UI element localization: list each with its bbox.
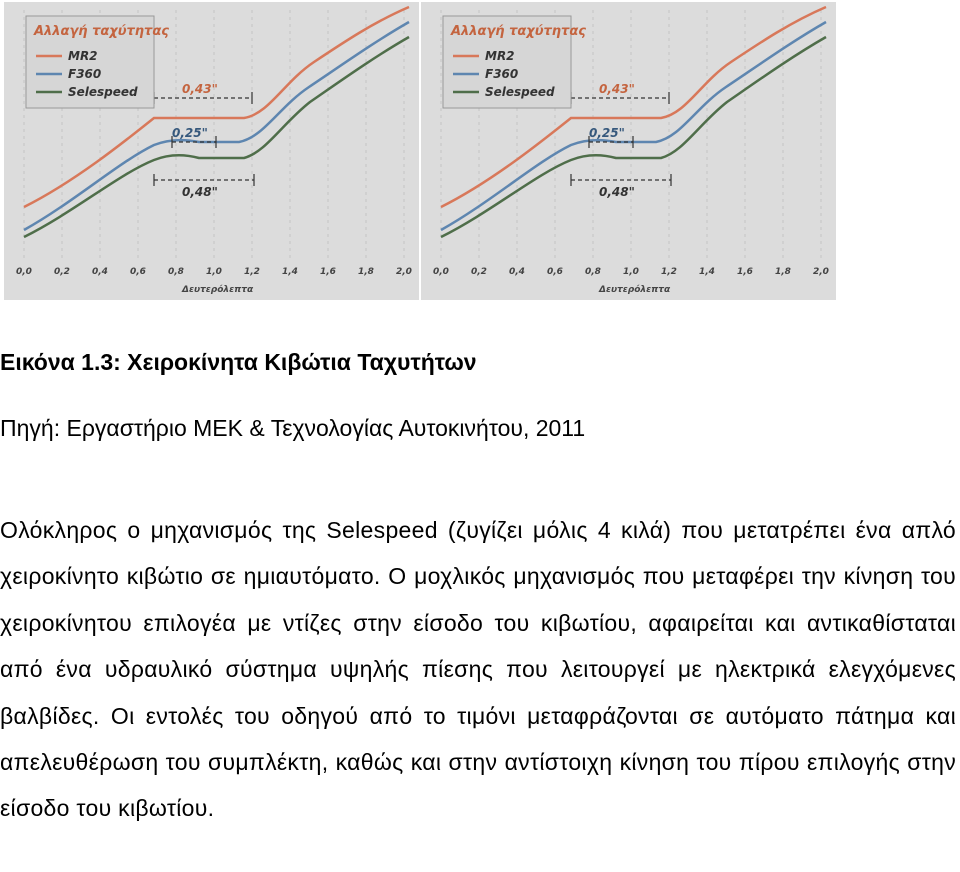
- x-tick-label: 2,0: [396, 267, 412, 277]
- body-paragraph: Ολόκληρος ο μηχανισμός της Selespeed (ζυγίζει μόλις 4 κιλά) που μετατρέπει ένα απλό χειροκίνητο κιβώτιο σε ημιαυτόματο. Ο μοχλικός μηχανισμός που μεταφέρει την κίνηση του χειροκίνητου επιλογέα με ντίζες στην είσοδο του κιβωτίου, αφαιρείται και αντικαθίσταται από ένα υδραυλικό σύστημα υψηλής πίεσης που λειτουργεί με ηλεκτρικά ελεγχόμενες βαλβίδες. Οι εντολές του οδηγού από το τιμόνι μεταφράζονται σε αυτόματο πάτημα και απελευθέρωση του συμπλέκτη, καθώς και στην αντίστοιχη κίνηση του πίρου επιλογής στην είσοδο του κιβωτίου.: [0, 517, 956, 822]
- x-tick-label: 1,4: [699, 267, 715, 277]
- x-tick-label: 1,4: [282, 267, 298, 277]
- x-tick-label: 1,0: [623, 267, 639, 277]
- chart-panel-left: [4, 2, 419, 300]
- x-tick-label: 1,2: [244, 267, 260, 277]
- x-tick-label: 0,4: [509, 267, 525, 277]
- annotation-f360-time: 0,25": [172, 126, 208, 140]
- chart-legend: [443, 16, 586, 108]
- legend-label-selespeed: Selespeed: [485, 85, 555, 99]
- x-tick-label: 2,0: [813, 267, 829, 277]
- x-tick-label: 1,8: [775, 267, 791, 277]
- legend-title: Αλλαγή ταχύτητας: [34, 24, 169, 39]
- x-tick-label: 0,8: [585, 267, 601, 277]
- x-tick-label: 1,2: [661, 267, 677, 277]
- legend-label-mr2: MR2: [485, 49, 515, 63]
- x-tick-label: 0,4: [92, 267, 108, 277]
- x-tick-label: 0,0: [16, 267, 32, 277]
- legend-title: Αλλαγή ταχύτητας: [451, 24, 586, 39]
- legend-label-selespeed: Selespeed: [68, 85, 138, 99]
- figure-gear-shift-charts: [4, 2, 840, 302]
- x-tick-label: 0,6: [547, 267, 563, 277]
- annotation-selespeed-time: 0,48": [599, 185, 635, 199]
- annotation-f360-time: 0,25": [589, 126, 625, 140]
- x-tick-label: 0,2: [471, 267, 487, 277]
- gear-shift-chart: [4, 2, 419, 300]
- figure-caption-title: Εικόνα 1.3: Χειροκίνητα Κιβώτια Ταχυτήτων: [0, 349, 477, 375]
- x-tick-labels: [16, 267, 412, 277]
- x-axis-label: Δευτερόλεπτα: [599, 285, 671, 295]
- annotation-mr2-time: 0,43": [182, 82, 218, 96]
- x-tick-label: 1,0: [206, 267, 222, 277]
- x-tick-label: 1,8: [358, 267, 374, 277]
- x-axis-label: Δευτερόλεπτα: [182, 285, 254, 295]
- annotation-selespeed-time: 0,48": [182, 185, 218, 199]
- x-tick-labels: [433, 267, 829, 277]
- x-tick-label: 0,8: [168, 267, 184, 277]
- gear-shift-chart: [421, 2, 836, 300]
- legend-label-f360: F360: [485, 67, 519, 81]
- chart-panel-right: [421, 2, 836, 300]
- x-tick-label: 0,6: [130, 267, 146, 277]
- x-tick-label: 1,6: [320, 267, 336, 277]
- x-tick-label: 0,2: [54, 267, 70, 277]
- annotation-mr2-time: 0,43": [599, 82, 635, 96]
- legend-label-mr2: MR2: [68, 49, 98, 63]
- figure-caption-source: Πηγή: Εργαστήριο ΜΕΚ & Τεχνολογίας Αυτοκινήτου, 2011: [0, 415, 586, 441]
- chart-legend: [26, 16, 169, 108]
- x-tick-label: 1,6: [737, 267, 753, 277]
- legend-label-f360: F360: [68, 67, 102, 81]
- x-tick-label: 0,0: [433, 267, 449, 277]
